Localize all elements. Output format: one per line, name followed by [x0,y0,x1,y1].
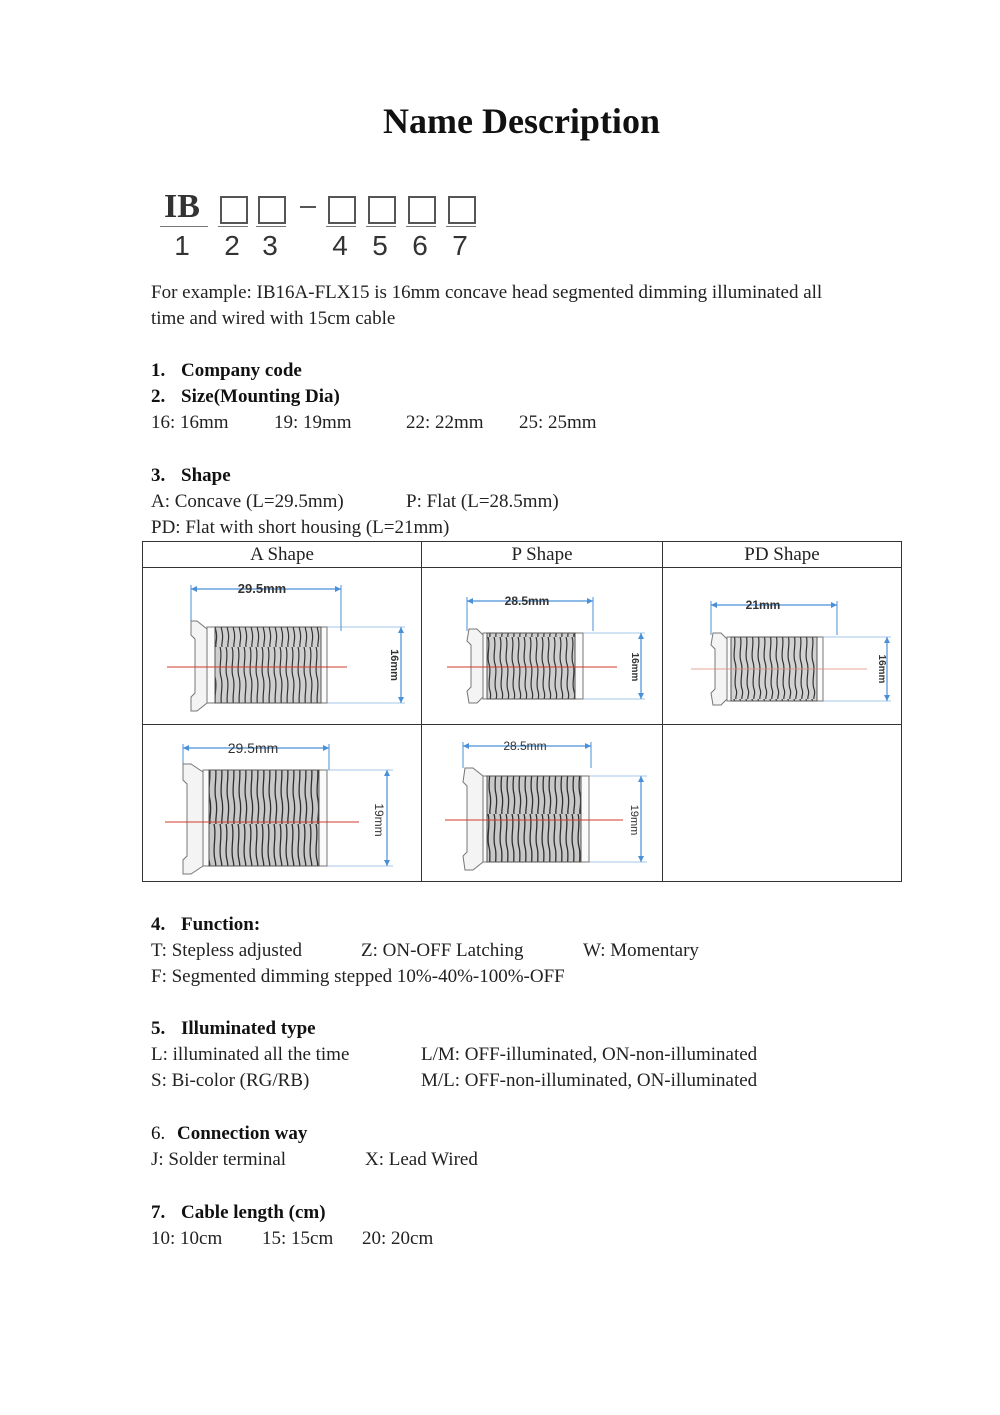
code-position: 5 [372,230,388,261]
section-label: Company code [181,360,302,381]
code-box-5 [368,196,396,224]
code-prefix: IB [164,188,200,225]
code-position: 6 [412,230,428,261]
cell-empty [663,725,902,882]
code-box-3 [258,196,286,224]
section-company-code [151,360,302,382]
example-line-1: For example: IB16A-FLX15 is 16mm concave head segmented dimming illuminated all [151,282,823,303]
cell-pd-16 [663,568,902,725]
code-underline [446,226,476,227]
header-pd-shape: PD Shape [663,542,902,568]
code-dash [300,206,316,208]
illuminated-option: L/M: OFF-illuminated, ON-non-illuminated [421,1044,758,1065]
code-box-6 [408,196,436,224]
header-a-shape: A Shape [143,542,422,568]
shape-table [142,541,902,882]
section-number: 3. [151,465,166,486]
section-size [151,386,340,408]
code-underline [406,226,436,227]
a-shape-19mm-drawing [147,728,417,878]
connection-option: J: Solder terminal [151,1149,287,1170]
section-number: 7. [151,1202,166,1223]
code-underline [256,226,286,227]
header-p-shape: P Shape [422,542,663,568]
section-label: Illuminated type [181,1018,316,1039]
section-number: 5. [151,1018,166,1039]
section-number: 2. [151,386,166,407]
section-label: Cable length (cm) [181,1202,326,1223]
function-option: Z: ON-OFF Latching [361,940,524,961]
cable-option: 10: 10cm [151,1228,223,1249]
section-shape [151,465,231,487]
cable-option: 15: 15cm [262,1228,334,1249]
code-underline [160,226,208,227]
section-label: Size(Mounting Dia) [181,386,340,407]
page-title: Name Description [383,101,660,141]
size-option: 22: 22mm [406,412,484,433]
code-position: 1 [174,230,190,261]
size-option: 16: 16mm [151,412,229,433]
length-label: 21mm [745,598,781,612]
section-label: Shape [181,465,231,486]
diameter-label: 16mm [876,654,887,684]
illuminated-option: M/L: OFF-non-illuminated, ON-illuminated [421,1070,758,1091]
a-shape-16mm-drawing [147,571,417,721]
section-illuminated-type [151,1018,316,1040]
p-shape-19mm-drawing [427,728,657,878]
p-shape-16mm-drawing [427,571,657,721]
code-underline [326,226,356,227]
function-option: F: Segmented dimming stepped 10%-40%-100%-OFF [151,966,565,987]
code-box-2 [220,196,248,224]
cell-a-16 [143,568,422,725]
length-label: 29.5mm [227,740,279,756]
section-connection-way [151,1123,307,1145]
cell-a-19 [143,725,422,882]
size-option: 25: 25mm [519,412,597,433]
section-label: Function: [181,914,261,935]
section-number: 1. [151,360,166,381]
code-position: 2 [224,230,240,261]
length-label: 28.5mm [504,594,550,608]
example-line-2: time and wired with 15cm cable [151,308,396,329]
cable-option: 20: 20cm [362,1228,434,1249]
connection-option: X: Lead Wired [365,1149,478,1170]
code-position: 7 [452,230,468,261]
pd-shape-16mm-drawing [667,571,897,721]
size-option: 19: 19mm [274,412,352,433]
code-position: 3 [262,230,278,261]
code-box-7 [448,196,476,224]
section-cable-length [151,1202,326,1224]
function-option: T: Stepless adjusted [151,940,303,961]
section-function [151,914,260,936]
diameter-label: 16mm [629,652,640,682]
cell-p-16 [422,568,663,725]
length-label: 29.5mm [237,581,287,596]
illuminated-option: S: Bi-color (RG/RB) [151,1070,310,1091]
code-position: 4 [332,230,348,261]
diameter-label: 16mm [388,649,400,681]
table-row [143,725,902,882]
code-underline [218,226,248,227]
shape-option: PD: Flat with short housing (L=21mm) [151,517,450,538]
section-number: 4. [151,914,166,935]
length-label: 28.5mm [503,739,547,753]
section-label: Connection way [177,1123,308,1144]
section-number: 6. [151,1123,166,1144]
part-code-diagram [160,188,490,268]
cell-p-19 [422,725,663,882]
table-header-row [143,542,902,568]
table-row [143,568,902,725]
diameter-label: 19mm [372,803,386,837]
code-box-4 [328,196,356,224]
diameter-label: 19mm [628,804,640,836]
shape-option: A: Concave (L=29.5mm) [151,491,344,512]
function-option: W: Momentary [583,940,699,961]
code-underline [366,226,396,227]
illuminated-option: L: illuminated all the time [151,1044,350,1065]
shape-option: P: Flat (L=28.5mm) [406,491,559,512]
